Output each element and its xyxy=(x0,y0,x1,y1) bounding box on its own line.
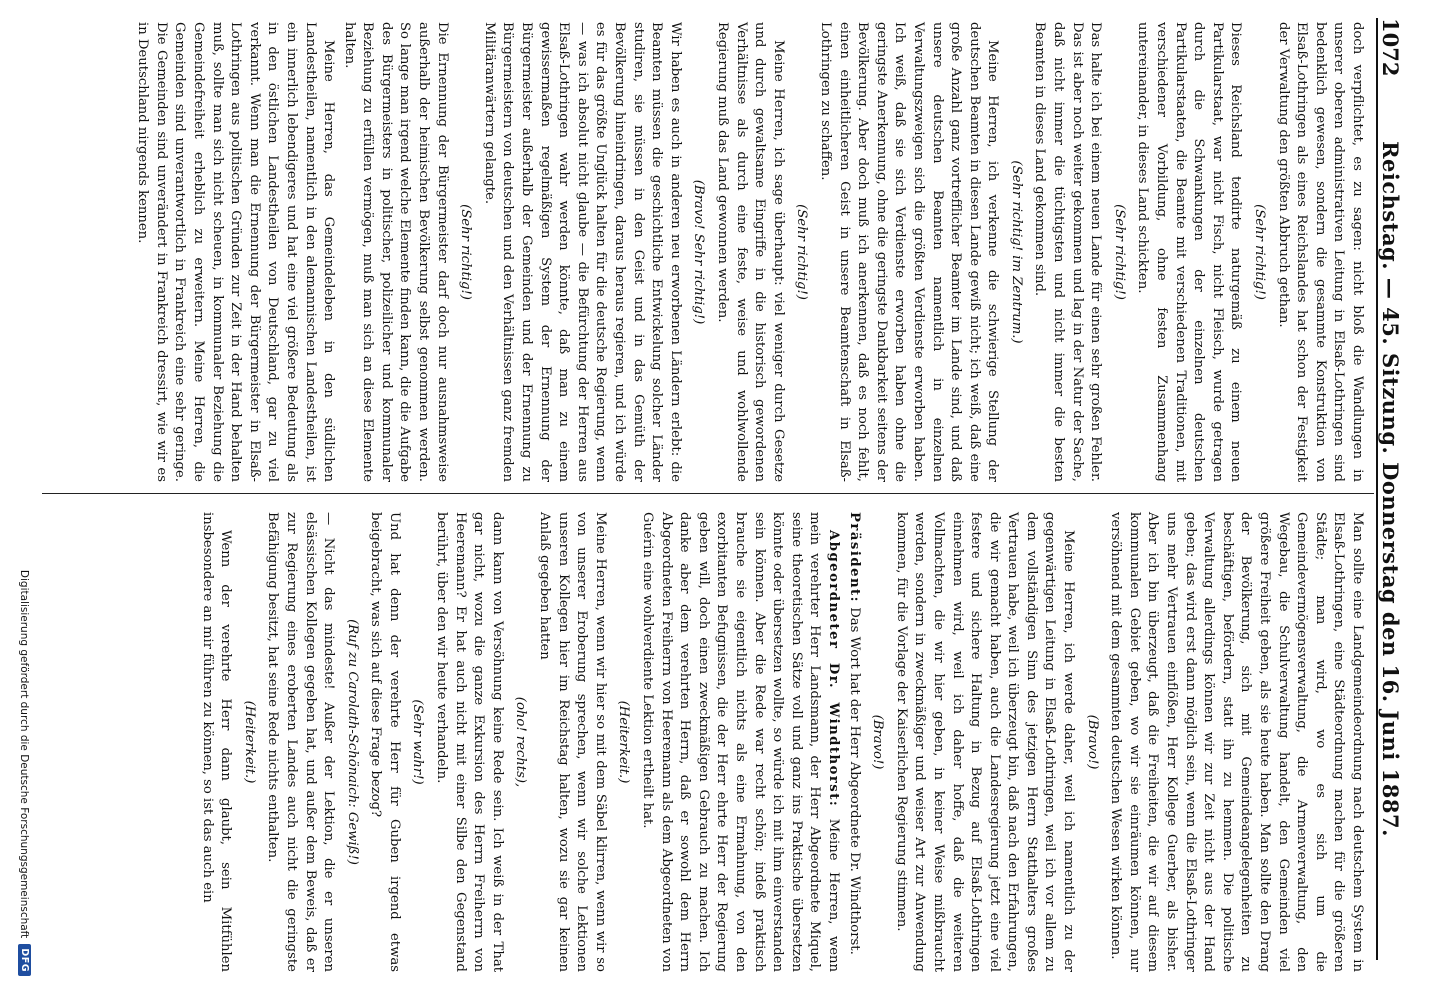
speech-text: Meine Herren, wenn mein verehrter Herr Landsmann, der Herr Abgeordnete Miquel, seine theoretischen Sätze voll und ganz ins Praktische übersetzen könnte oder übersetzen wollte, so würde ich mit ihm einverstanden sein können. Aber die Rede war recht schön; indeß praktisch brauche sie eigentlich nichts als eine Ermahnung, von den exorbitanten Befugnissen, die der Herr ehrte Herr der Regierung geben will, doch einen zweckmäßigen Gebrauch zu machen. Ich danke aber dem verehrten Herrn, daß er sowohl dem Herrn Abgeordneten Freiherrn von Heeremann als dem Abgeordneten von Guérin eine wohlverdiente Lektion ertheilt hat. xyxy=(640,512,841,972)
column-divider xyxy=(42,493,1374,494)
paragraph: Wir haben es auch in anderen neu erworbenen Ländern erlebt: die Beamten müssen die geschichtliche Entwickelung solcher Länder studiren, sie müssen in den Geist und in das Gemüth der Bevölkerung hineindringen, daraus heraus regieren, und ich würde es für das größte Unglück halten für die deutsche Regierung, wenn — was ich absolut nicht glaube — die Befürchtung der Herren aus Elsaß-Lothringen wahr werden könnte, daß man zu einem gewissermaßen regelmäßigen System der Ernennung der Bürgermeister außerhalb der Gemeinden und der Ernennung zu Bürgermeistern von deutschen und den Verhältnissen ganz fremden Militäranwärtern gelangte. xyxy=(481,22,683,482)
paragraph xyxy=(637,512,842,972)
paragraph: Meine Herren, wenn wir hier so mit dem Säbel klirren, wenn wir so von unserer Eroberung sprechen, wenn wir solche Lektionen unseren Kollegen hier im Reichstag halten, wozu sie gar keinen Anlaß gegeben hatten xyxy=(537,512,608,972)
left-column xyxy=(131,22,1366,482)
paragraph: Und hat denn der verehrte Herr für Guben irgend etwas beigebracht, was sich auf diese Frage bezog? xyxy=(368,512,402,972)
interjection: (Heiterkeit.) xyxy=(241,700,257,784)
interjection: (Ruf zu Carolath-Schönaich: Gewiß!) xyxy=(344,619,360,865)
paragraph: Meine Herren, ich werde daher, weil ich namentlich zu der gegenwärtigen Leitung in Elsaß-Lothringen, weil ich vor allem zu dem vollständigen Sinn des jetzigen Herrn Statthalters großes Vertrauen habe, weil ich überzeugt bin, daß nach den Erfahrungen, die wir gemacht haben, auch die Landesregierung jetzt eine viel festere und sichere Haltung in Bezug auf Elsaß-Lothringen einnehmen wird, weil ich daher hoffe, daß die weiteren Vollmachten, die wir hier geben, in keiner Weise mißbraucht werden, sondern in zweckmäßiger und weiser Art zur Anwendung kommen, für die Vorlage der Kaiserlichen Regierung stimmen. xyxy=(893,512,1077,972)
interjection: (Bravo! Sehr richtig!) xyxy=(691,179,707,325)
paragraph: — Nicht das mindeste! Außer der Lektion, die er unseren elsässischen Kollegen gegeben hat, und außer dem Beweis, daß er zur Regierung eines eroberten Landes auch nicht die geringste Befähigung besitzt, hat seine Rede nichts enthalten. xyxy=(265,512,337,972)
paragraph: dann kann von Versöhnung keine Rede sein. Ich weiß in der That gar nicht, wozu die ganze Exkursion des Herrn Freiherrn von Heeremann? Er hat auch nicht mit einer Silbe den Gegenstand berührt, über den wir heute verhandeln. xyxy=(434,512,505,972)
paragraph: doch verpflichtet, es zu sagen: nicht bloß die Wandlungen in unserer oberen administrativen Leitung in Elsaß-Lothringen sind bedenklich gewesen, sondern die gesammte Konstruktion von Elsaß-Lothringen als eines Reichslandes hat schon der Festigkeit der Verwaltung den größten Abbruch gethan. xyxy=(1275,22,1365,482)
paragraph: Meine Herren, ich sage überhaupt: viel weniger durch Gesetze und durch gewaltsame Eingriffe in die historisch gewordenen Verhältnisse als durch eine feste, weise und wohlwollende Regierung muß das Land gewonnen werden. xyxy=(715,22,786,482)
footer-attribution xyxy=(18,570,31,976)
interjection: (Sehr richtig!) xyxy=(1252,204,1268,300)
interjection: (Heiterkeit.) xyxy=(616,700,632,784)
interjection: (Sehr richtig!) xyxy=(794,204,810,300)
attribution-text: Digitalisierung gefördert durch die Deutsche Forschungsgemeinschaft xyxy=(18,569,31,939)
interjection: (Sehr richtig!) xyxy=(1111,204,1127,300)
page-number: 1072 xyxy=(1378,18,1403,77)
interjection: (Sehr richtig! im Zentrum.) xyxy=(1008,160,1024,344)
speaker-name: Abgeordneter Dr. Windthorst: xyxy=(825,530,841,808)
interjection: (Sehr richtig!) xyxy=(458,204,474,300)
paragraph xyxy=(844,512,863,972)
paragraph: Man sollte eine Landgemeindeordnung nach deutschem System in Elsaß-Lothringen, eine Städteordnung machen für die größeren Städte; man wird, wo es sich um die Gemeindevermögensverwaltung, die Armenverwaltung, den Wegebau, die Schulverwaltung handelt, den Gemeinden viel größere Freiheit geben, als sie heute haben. Man sollte den Drang der Bevölkerung, sich mit Gemeindeangelegenheiten zu beschäftigen, befördern, statt ihn zu hemmen. Die politische Verwaltung allerdings können wir zur Zeit nicht aus der Hand geben; das wird erst dann möglich sein, wenn die Elsaß-Lothringer uns mehr Vertrauen einflößen, Herr Kollege Guerber, als bisher. Aber ich bin überzeugt, daß die Freiheiten, die wir auf diesem kommunalen Gebiet geben, wo wir sie einräumen können, nur versöhnend mit dem gesammten deutschen Wesen wirken können. xyxy=(1108,512,1365,972)
interjection: (Bravo!) xyxy=(1084,714,1100,770)
interjection: (oho! rechts), xyxy=(513,696,529,788)
speech-text: Das Wort hat der Herr Abgeordnete Dr. Windthorst. xyxy=(846,603,862,955)
interjection: (Sehr wahr!) xyxy=(410,699,426,785)
right-column xyxy=(195,512,1366,972)
dfg-logo: DFG xyxy=(18,944,31,976)
paragraph: Die Ernennung der Bürgermeister darf doch nur ausnahmsweise außerhalb der heimischen Bevölkerung selbst genommen werden. So lange man irgend welche Elemente finden kann, die die Aufgabe des Bürgermeisters in politischer, polizeilicher und kommunaler Beziehung zu erfüllen vermögen, muß man sich an diese Elemente halten. xyxy=(341,22,450,482)
page-title: Reichstag. — 45. Sitzung. Donnerstag den 16. Juni 1887. xyxy=(1378,141,1403,837)
paragraph: Dieses Reichsland tendirte naturgemäß zu einem neuen Partikularstaat, war nicht Fisch, nicht Fleisch, wurde getragen durch die Schwankungen der einzelnen deutschen Partikularstaaten, die Beamte mit verschiedenen Traditionen, mit verschiedener Vorbildung, ohne festen Zusammenhang untereinander, in dieses Land schickten. xyxy=(1135,22,1244,482)
speaker-name: Präsident: xyxy=(846,512,862,604)
page-header xyxy=(1376,18,1422,960)
paragraph: Meine Herren, das Gemeindeleben in den südlichen Landestheilen, namentlich in den alemannischen Landestheilen, ist ein innerlich lebendigeres und hat eine viel größere Bedeutung als in den östlichen Landestheilen von Deutschland, gar zu viel verkannt. Wenn man die Ernennung der Bürgermeister in Elsaß-Lothringen aus politischen Gründen zur Zeit in der Hand behalten muß, sollte man sich nicht scheuen, in kommunaler Beziehung die Gemeindefreiheit erheblich zu erweitern. Meine Herren, die Gemeinden sind unverantwortlich in Frankreich eine sehr geringe. Die Gemeinden sind unverändert in Frankreich dressirt, wie wir es in Deutschland nirgends kennen. xyxy=(135,22,337,482)
paragraph: Wenn der verehrte Herr dann glaubt, sein Mitfühlen insbesondere an mir führen zu können, so ist das auch ein xyxy=(199,512,234,972)
paragraph: Das halte ich bei einem neuen Lande für einen sehr großen Fehler. Das ist aber noch weiter gekommen und lag in der Natur der Sache, daß nicht immer die tüchtigsten und nicht immer die besten Beamten in dieses Land gekommen sind. xyxy=(1032,22,1104,482)
interjection: (Bravo!) xyxy=(870,714,886,770)
paragraph: Meine Herren, ich verkenne die schwierige Stellung der deutschen Beamten in diesen Lande gewiß nicht; ich weiß, daß eine große Anzahl ganz vortrefflicher Beamter im Lande sind, und daß unsere deutschen Beamten namentlich in einzelnen Verwaltungszweigen sich die größten Verdienste erworben haben. Ich weiß, daß sie sich Verdienste erworben haben ohne die geringste Anerkennung, ohne die geringste Dankbarkeit seitens der Bevölkerung. Aber doch muß ich anerkennen, daß es noch fehlt, einen einheitlicheren Geist in unsere Beamtenschaft in Elsaß-Lothringen zu schaffen. xyxy=(817,22,1001,482)
